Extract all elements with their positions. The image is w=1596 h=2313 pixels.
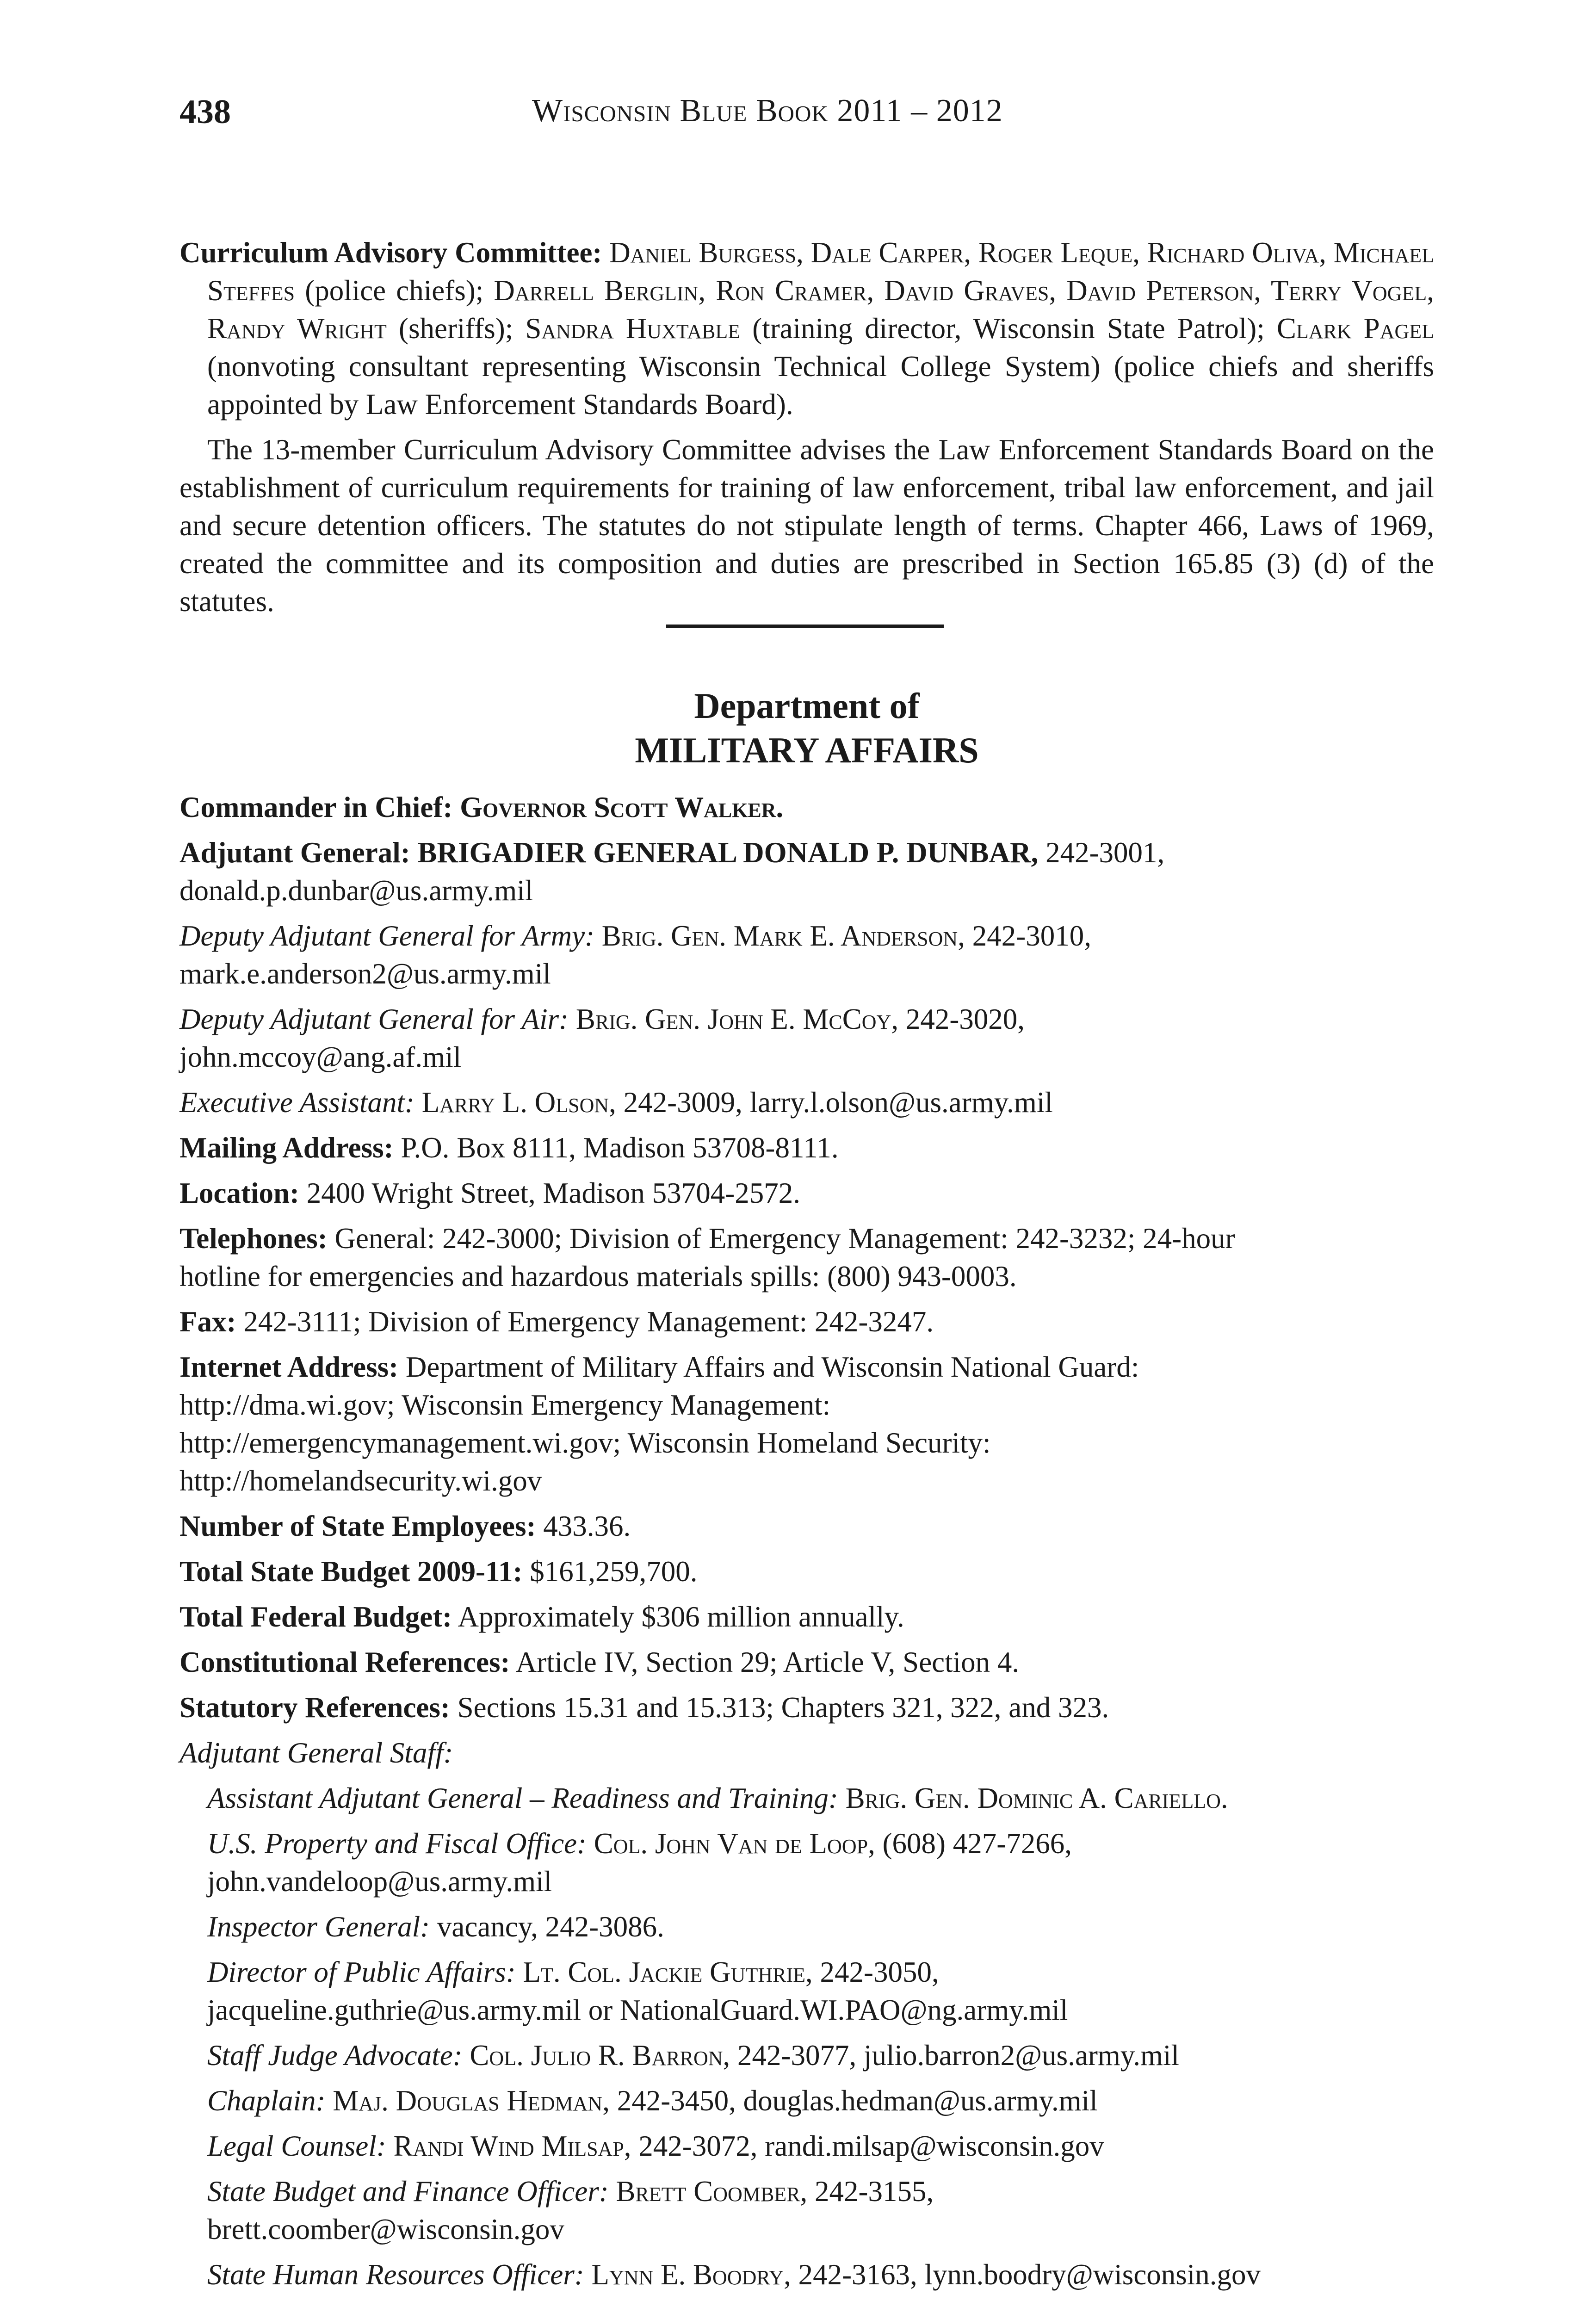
consultant-name: Clark Pagel <box>1276 312 1435 345</box>
mailing-address-entry <box>179 1129 1434 1167</box>
sheriffs-names: Darrell Berglin, Ron Cramer, David Graves, David Peterson, Terry Vogel, Randy Wright <box>207 274 1434 345</box>
exec-contact: , 242-3009, larry.l.olson@us.army.mil <box>609 1086 1053 1119</box>
deputy-army-name: Brig. Gen. Mark E. Anderson <box>601 920 958 952</box>
deputy-air-name: Brig. Gen. John E. McCoy <box>575 1003 891 1035</box>
adjutant-phone: 242-3001, <box>1038 836 1165 869</box>
location-value: 2400 Wright Street, Madison 53704-2572. <box>306 1177 800 1209</box>
telephones-line1: General: 242-3000; Division of Emergency Management: 242-3232; 24-hour <box>334 1222 1235 1255</box>
federal-budget-value: Approximately $306 million annually. <box>458 1601 904 1633</box>
sheriffs-role: (sheriffs); <box>386 312 526 345</box>
deputy-air-phone: , 242-3020, <box>891 1003 1025 1035</box>
staff-contact: , 242-3450, douglas.hedman@us.army.mil <box>602 2084 1098 2117</box>
commander-label: Commander in Chief: <box>179 791 453 823</box>
staff-contact: , 242-3155, <box>800 2175 934 2208</box>
staff-name: Brig. Gen. Dominic A. Cariello <box>845 1782 1221 1814</box>
staff-heading: Adjutant General Staff: <box>179 1737 453 1769</box>
staff-contact: vacancy, 242-3086. <box>437 1911 664 1943</box>
staff-title: State Human Resources Officer: <box>207 2258 584 2291</box>
staff-name: Lt. Col. Jackie Guthrie <box>523 1956 805 1988</box>
state-budget-entry <box>179 1552 1434 1590</box>
adjutant-name: BRIGADIER GENERAL DONALD P. DUNBAR, <box>417 836 1039 869</box>
federal-budget-entry <box>179 1598 1434 1636</box>
staff-contact: , 242-3050, <box>805 1956 939 1988</box>
staff-name: Brett Coomber <box>616 2175 800 2208</box>
staff-contact: , 242-3077, julio.barron2@us.army.mil <box>723 2039 1180 2072</box>
state-budget-value: $161,259,700. <box>530 1555 698 1588</box>
employees-entry <box>179 1507 1434 1545</box>
police-chiefs-names: Daniel Burgess, Dale Carper, Roger Leque, Richard Oliva, Michael Steffes <box>207 236 1434 307</box>
adjutant-email: donald.p.dunbar@us.army.mil <box>179 874 533 907</box>
department-entries <box>179 788 1434 2301</box>
section-divider <box>666 625 944 628</box>
department-title <box>179 684 1434 773</box>
state-budget-label: Total State Budget 2009-11: <box>179 1555 523 1588</box>
staff-contact: . <box>1220 1782 1228 1814</box>
staff-contact: , 242-3163, lynn.boodry@wisconsin.gov <box>784 2258 1261 2291</box>
employees-value: 433.36. <box>543 1510 631 1542</box>
telephones-label: Telephones: <box>179 1222 328 1255</box>
adjutant-general-entry <box>179 834 1434 909</box>
fax-label: Fax: <box>179 1305 236 1338</box>
department-title-line1: Department of <box>694 686 920 726</box>
curriculum-committee-section <box>179 234 1434 620</box>
deputy-air-email: john.mccoy@ang.af.mil <box>179 1041 462 1073</box>
deputy-army-phone: , 242-3010, <box>958 920 1091 952</box>
staff-name: Col. John Van de Loop <box>594 1827 868 1860</box>
department-title-line2: MILITARY AFFAIRS <box>635 730 979 770</box>
constitutional-value: Article IV, Section 29; Article V, Section 4. <box>515 1646 1020 1678</box>
staff-item <box>179 1779 1434 1817</box>
staff-item <box>179 1908 1434 1946</box>
staff-name: Randi Wind Milsap <box>393 2130 624 2162</box>
staff-heading-entry <box>179 1734 1434 1772</box>
curriculum-committee-members <box>179 234 1434 423</box>
training-director-role: (training director, Wisconsin State Patrol); <box>740 312 1277 345</box>
fax-value: 242-3111; Division of Emergency Management: 242-3247. <box>243 1305 934 1338</box>
staff-title: Inspector General: <box>207 1911 430 1943</box>
staff-item <box>179 1824 1434 1900</box>
statutory-references-entry <box>179 1688 1434 1726</box>
internet-line1: Department of Military Affairs and Wisconsin National Guard: <box>405 1351 1139 1383</box>
staff-title: Chaplain: <box>207 2084 326 2117</box>
staff-item <box>179 1953 1434 2029</box>
constitutional-references-entry <box>179 1643 1434 1681</box>
deputy-army-email: mark.e.anderson2@us.army.mil <box>179 958 551 990</box>
location-label: Location: <box>179 1177 299 1209</box>
commander-entry <box>179 788 1434 826</box>
staff-name: Lynn E. Boodry <box>591 2258 784 2291</box>
fax-entry <box>179 1303 1434 1341</box>
staff-name: Maj. Douglas Hedman <box>333 2084 603 2117</box>
staff-title: U.S. Property and Fiscal Office: <box>207 1827 587 1860</box>
staff-title: Legal Counsel: <box>207 2130 386 2162</box>
staff-title: Assistant Adjutant General – Readiness and Training: <box>207 1782 838 1814</box>
internet-address-entry <box>179 1348 1434 1500</box>
staff-item <box>179 2082 1434 2120</box>
deputy-air-entry <box>179 1000 1434 1076</box>
telephones-entry <box>179 1219 1434 1295</box>
staff-contact: , 242-3072, randi.milsap@wisconsin.gov <box>624 2130 1104 2162</box>
staff-item <box>179 2036 1434 2074</box>
page-number: 438 <box>179 93 231 131</box>
federal-budget-label: Total Federal Budget: <box>179 1601 452 1633</box>
curriculum-description: The 13-member Curriculum Advisory Committee advises the Law Enforcement Standards Board on the establishment of curriculum requirements for training of law enforcement, tribal law enforcement, and jail and secure detention officers. The statutes do not stipulate length of terms. Chapter 466, Laws of 1969, created the committee and its composition and duties are prescribed in Section 165.85 (3) (d) of the statutes. <box>179 433 1434 618</box>
staff-contact-line2: brett.coomber@wisconsin.gov <box>207 2213 564 2245</box>
staff-item <box>179 2172 1434 2248</box>
internet-line3: http://emergencymanagement.wi.gov; Wisconsin Homeland Security: <box>179 1427 991 1459</box>
police-chiefs-role: (police chiefs); <box>295 274 494 307</box>
training-director-name: Sandra Huxtable <box>525 312 741 345</box>
telephones-line2: hotline for emergencies and hazardous materials spills: (800) 943-0003. <box>179 1260 1017 1293</box>
exec-name: Larry L. Olson <box>421 1086 609 1119</box>
staff-list <box>179 1779 1434 2294</box>
staff-contact-line2: john.vandeloop@us.army.mil <box>207 1865 552 1898</box>
mailing-value: P.O. Box 8111, Madison 53708-8111. <box>401 1132 839 1164</box>
staff-title: Director of Public Affairs: <box>207 1956 516 1988</box>
internet-label: Internet Address: <box>179 1351 399 1383</box>
constitutional-label: Constitutional References: <box>179 1646 510 1678</box>
internet-line4: http://homelandsecurity.wi.gov <box>179 1465 542 1497</box>
deputy-army-label: Deputy Adjutant General for Army: <box>179 920 595 952</box>
staff-item <box>179 2256 1434 2294</box>
adjutant-label: Adjutant General: <box>179 836 410 869</box>
running-title: Wisconsin Blue Book 2011 – 2012 <box>532 93 1003 129</box>
commander-value: Governor Scott Walker. <box>460 791 784 823</box>
statutory-label: Statutory References: <box>179 1691 450 1724</box>
mailing-label: Mailing Address: <box>179 1132 394 1164</box>
staff-contact: , (608) 427-7266, <box>868 1827 1072 1860</box>
location-entry <box>179 1174 1434 1212</box>
exec-label: Executive Assistant: <box>179 1086 414 1119</box>
deputy-army-entry <box>179 917 1434 993</box>
consultant-role: (nonvoting consultant representing Wisconsin Technical College System) (police chiefs and sheriffs appointed by Law Enforcement Standards Board). <box>207 350 1434 421</box>
deputy-air-label: Deputy Adjutant General for Air: <box>179 1003 569 1035</box>
staff-item <box>179 2127 1434 2165</box>
curriculum-heading: Curriculum Advisory Committee: <box>179 236 602 269</box>
staff-title: Staff Judge Advocate: <box>207 2039 463 2072</box>
staff-contact-line2: jacqueline.guthrie@us.army.mil or NationalGuard.WI.PAO@ng.army.mil <box>207 1994 1068 2026</box>
executive-assistant-entry <box>179 1083 1434 1121</box>
internet-line2: http://dma.wi.gov; Wisconsin Emergency Management: <box>179 1389 831 1421</box>
employees-label: Number of State Employees: <box>179 1510 536 1542</box>
staff-name: Col. Julio R. Barron <box>470 2039 723 2072</box>
staff-title: State Budget and Finance Officer: <box>207 2175 609 2208</box>
statutory-value: Sections 15.31 and 15.313; Chapters 321, 322, and 323. <box>457 1691 1109 1724</box>
